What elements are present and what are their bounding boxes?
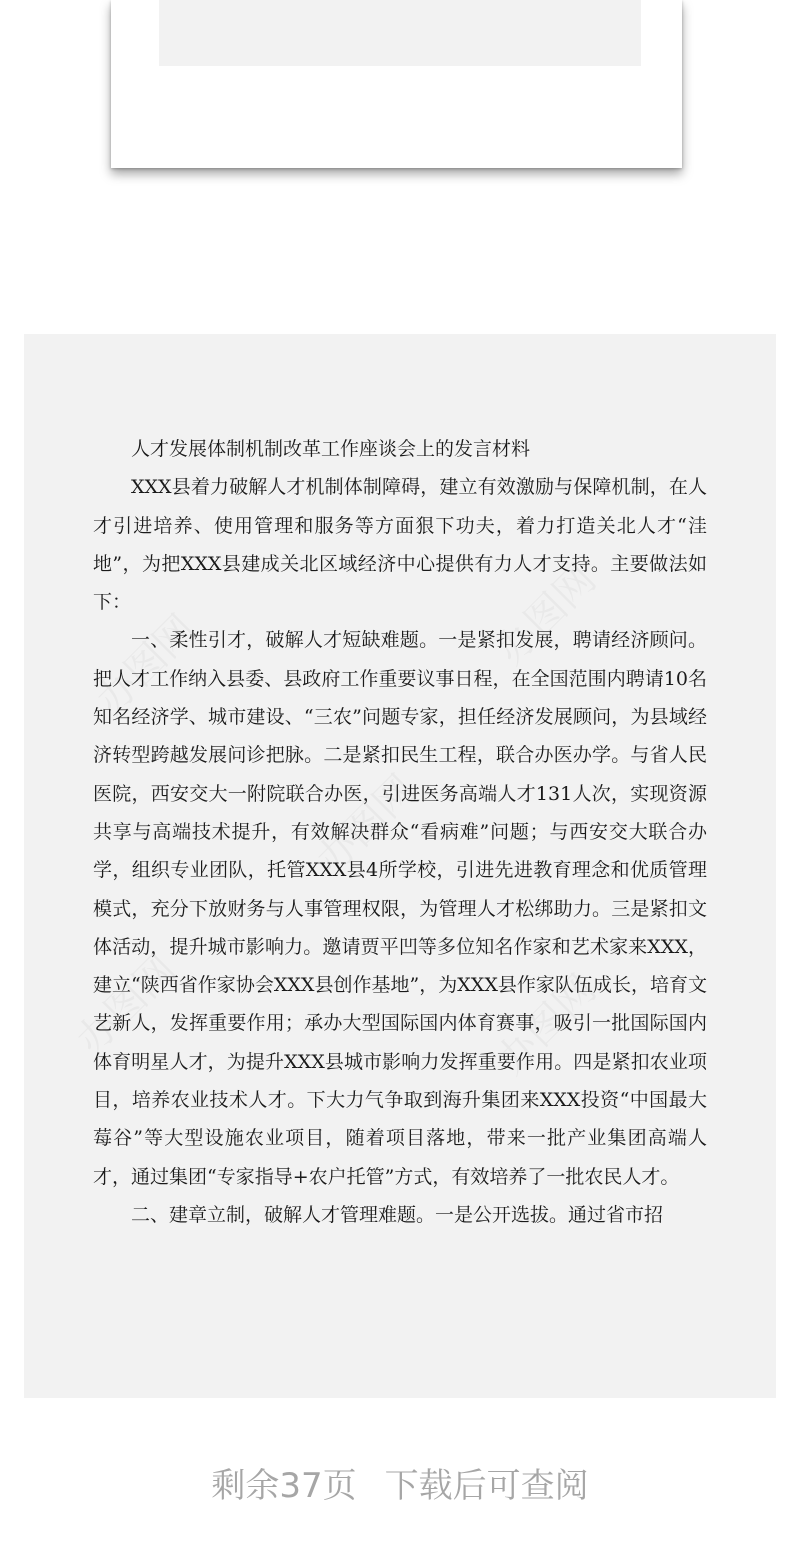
download-hint: 下载后可查阅 <box>384 1466 589 1506</box>
paragraph: 一、柔性引才，破解人才短缺难题。一是紧扣发展，聘请经济顾问。把人才工作纳入县委、县政府工作重要议事日程，在全国范围内聘请10名知名经济学、城市建设、“三农”问题专家，担任经济发展顾问，为县域经济转型跨越发展问诊把脉。二是紧扣民生工程，联合办医办学。与省人民医院，西安交大一附院联合办医，引进医务高端人才131人次，实现资源共享与高端技术提升，有效解决群众“看病难”问题；与西安交大联合办学，组织专业团队，托管XXX县4所学校，引进先进教育理念和优质管理模式，充分下放财务与人事管理权限，为管理人才松绑助力。三是紧扣文体活动，提升城市影响力。邀请贾平凹等多位知名作家和艺术家来XXX，建立“陕西省作家协会XXX县创作基地”，为XXX县作家队伍成长，培育文艺新人，发挥重要作用；承办大型国际国内体育赛事，吸引一批国际国内体育明星人才，为提升XXX县城市影响力发挥重要作用。四是紧扣农业项目，培养农业技术人才。下大力气争取到海升集团来XXX投资“中国最大莓谷”等大型设施农业项目，随着项目落地，带来一批产业集团高端人才，通过集团“专家指导+农户托管”方式，有效培养了一批农民人才。 <box>93 629 707 1188</box>
remaining-pages-banner[interactable] <box>0 1458 800 1507</box>
paragraph: XXX县着力破解人才机制体制障碍，建立有效激励与保障机制，在人才引进培养、使用管理和服务等方面狠下功夫，着力打造关北人才“洼地”，为把XXX县建成关北区域经济中心提供有力人才支持。主要做法如下： <box>93 476 707 614</box>
paragraph: 二、建章立制，破解人才管理难题。一是公开选拔。通过省市招 <box>131 1203 664 1226</box>
document-title: 人才发展体制机制改革工作座谈会上的发言材料 <box>131 438 531 460</box>
previous-page-content <box>159 0 641 66</box>
document-body <box>93 430 707 1234</box>
remaining-pages-count: 剩余37页 <box>211 1466 357 1506</box>
document-page <box>24 334 776 1398</box>
previous-page-preview <box>111 0 682 168</box>
